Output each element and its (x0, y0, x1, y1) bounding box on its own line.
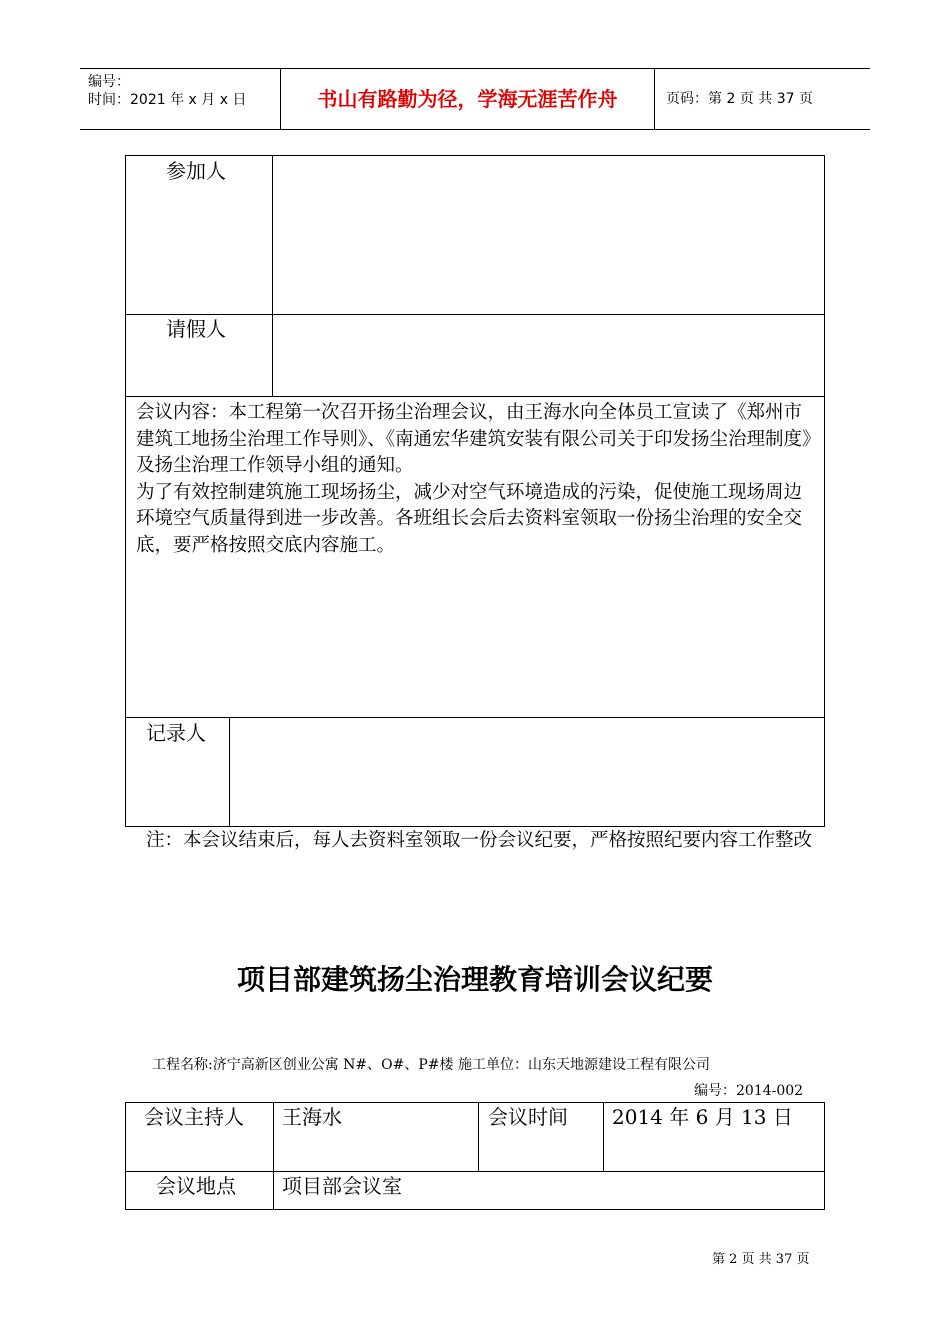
header-page-number: 页码：第 2 页 共 37 页 (666, 91, 813, 107)
table-divider (603, 1103, 604, 1171)
content-paragraph: 为了有效控制建筑施工现场扬尘，减少对空气环境造成的污染，促使施工现场周边环境空气质量得到进一步改善。各班组长会后去资料室领取一份扬尘治理的安全交底，要严格按照交底内容施工。 (136, 481, 803, 556)
attendees-label: 参加人 (166, 159, 226, 183)
time-label: 会议时间 (488, 1105, 568, 1129)
header-serial: 编号： (88, 74, 130, 90)
header-slogan: 书山有路勤为径，学海无涯苦作舟 (317, 87, 618, 111)
content-paragraph: 会议内容：本工程第一次召开扬尘治理会议，由王海水向全体员工宣读了《郑州市建筑工地扬尘治理工作导则》、《南通宏华建筑安装有限公司关于印发扬尘治理制度》及扬尘治理工作领导小组的通知。 (136, 402, 812, 476)
table-divider (126, 1171, 824, 1172)
table-divider (478, 1103, 479, 1171)
table-divider (126, 717, 824, 718)
header-meta (88, 73, 246, 109)
table-divider (272, 156, 273, 314)
meeting-content (136, 400, 816, 559)
page-header (80, 68, 870, 130)
header-time: 时间：2021 年 x 月 x 日 (88, 92, 247, 108)
meeting-note: 注：本会议结束后，每人去资料室领取一份会议纪要，严格按照纪要内容工作整改 (146, 830, 813, 851)
header-divider (654, 69, 655, 129)
place-label: 会议地点 (156, 1174, 236, 1198)
recorder-label: 记录人 (146, 721, 206, 745)
place-value: 项目部会议室 (282, 1174, 402, 1198)
document-serial: 编号：2014-002 (694, 1083, 804, 1099)
table-divider (229, 717, 230, 826)
table-divider (126, 396, 824, 397)
table-divider (126, 314, 824, 315)
page-footer: 第 2 页 共 37 页 (712, 1252, 810, 1267)
meeting-record-table (125, 155, 825, 827)
document-title: 项目部建筑扬尘治理教育培训会议纪要 (236, 963, 713, 996)
meeting-info-table (125, 1102, 825, 1210)
time-value: 2014 年 6 月 13 日 (612, 1105, 793, 1129)
host-value: 王海水 (282, 1105, 342, 1129)
leave-label: 请假人 (166, 317, 226, 341)
table-divider (273, 1103, 274, 1209)
host-label: 会议主持人 (144, 1105, 244, 1129)
project-info: 工程名称:济宁高新区创业公寓 N#、O#、P#楼 施工单位：山东天地源建设工程有限公司 (152, 1057, 710, 1073)
table-divider (272, 314, 273, 396)
